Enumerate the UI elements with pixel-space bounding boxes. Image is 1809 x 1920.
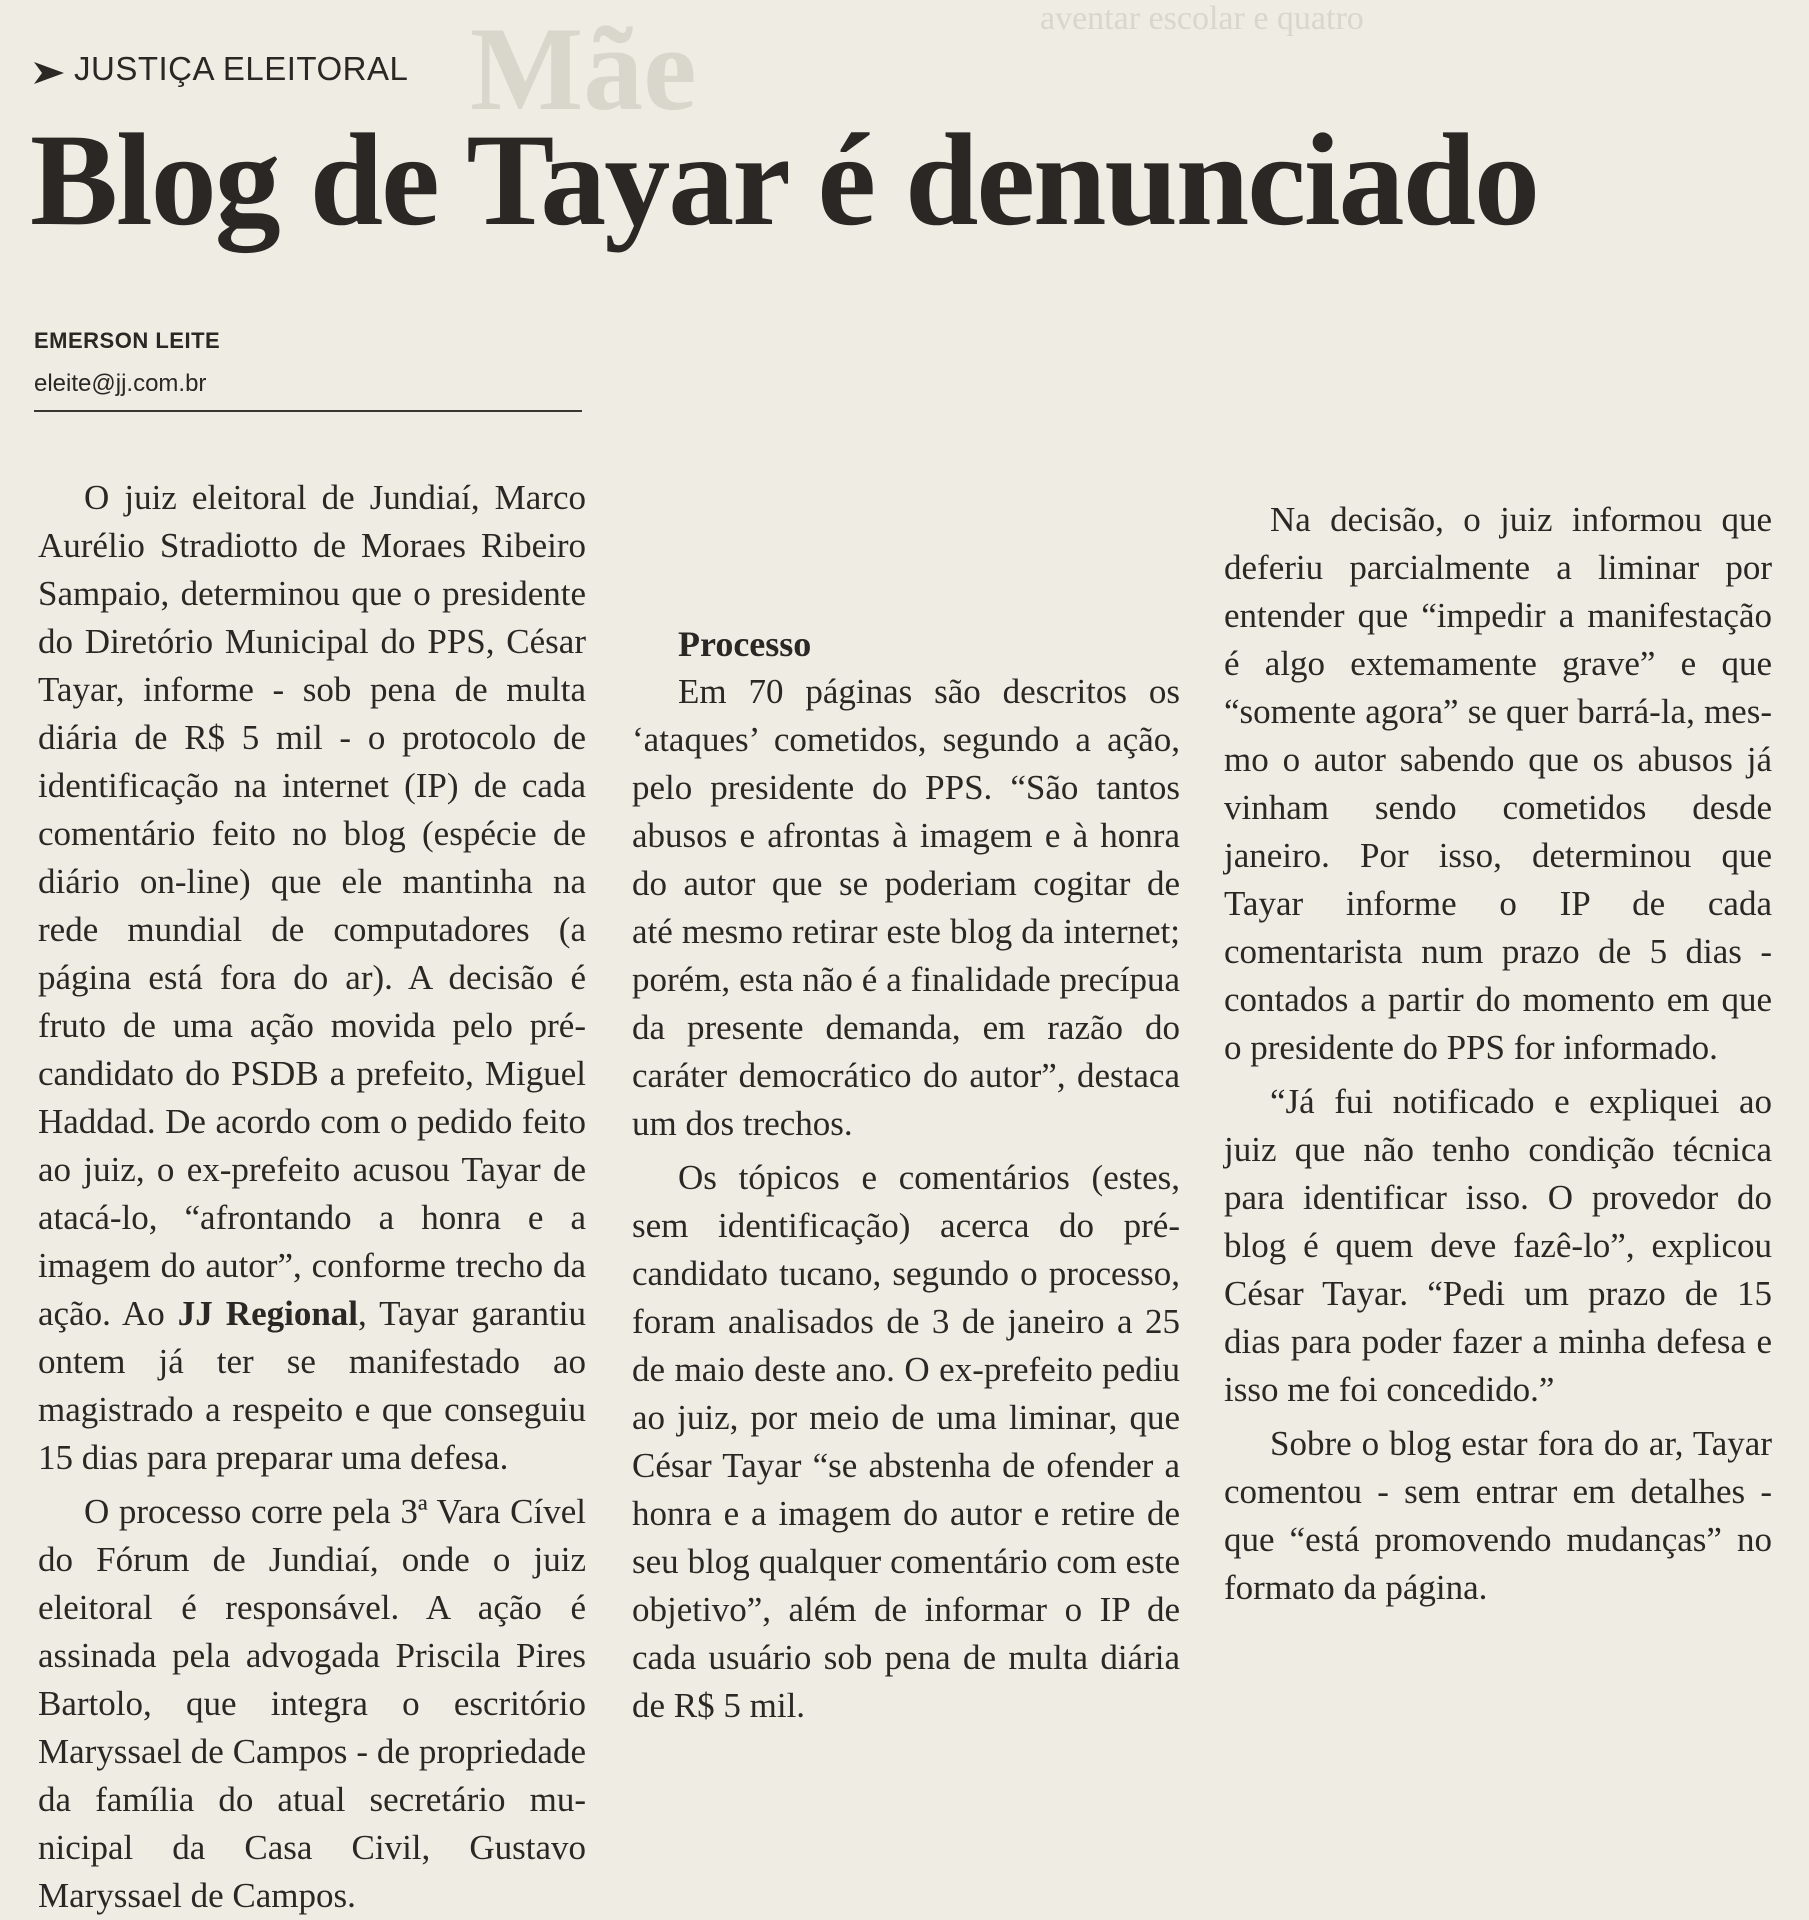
byline — [34, 328, 582, 412]
author-name: EMERSON LEITE — [34, 328, 221, 353]
section-kicker — [34, 50, 408, 88]
article-column-2 — [632, 342, 1180, 1730]
article-paragraph: Em 70 páginas são descritos os ‘ataques’ cometidos, segundo a ação, pelo presidente do PPS. “São tantos abusos e afrontas à imagem e à honra do autor que se poderiam cogitar de até mesmo retirar este blog da internet; porém, esta não é a finalidade precípua da presente demanda, em razão do caráter democrático do autor”, destaca um dos trechos. — [632, 672, 1180, 1143]
author-email: eleite@jj.com.br — [34, 370, 207, 397]
subheading: Processo — [678, 624, 812, 664]
byline-divider — [34, 410, 582, 412]
bleed-through-headline: Mãe — [470, 2, 697, 135]
article-paragraph: O juiz eleitoral de Jundiaí, Marco Aurélio Stradiotto de Moraes Ribeiro Sampaio, determinou que o presidente do Diretório Municipal do PPS, César Tayar, informe - sob pena de multa diária de R$ 5 mil - o protocolo de identificação na internet (IP) de cada comentário feito no blog (espécie de diário on-line) que ele mantinha na rede mundial de computadores (a página está fora do ar). A decisão é fruto de uma ação movida pelo pré-candidato do PSDB a prefeito, Miguel Haddad. De acordo com o pedido feito ao juiz, o ex-prefeito acusou Tayar de atacá-lo, “afrontando a honra e a imagem do autor”, conforme trecho da ação. Ao JJ Regional, Tayar garantiu ontem já ter se manifestado ao magistrado a respeito e que conseguiu 15 dias para preparar uma defesa. — [38, 478, 587, 1477]
article-paragraph: Sobre o blog estar fora do ar, Tayar comentou - sem entrar em detalhes - que “está promovendo mudanças” no formato da página. — [1224, 1424, 1772, 1607]
newspaper-name: JJ Regional — [177, 1294, 359, 1333]
arrow-right-icon — [34, 56, 64, 82]
headline: Blog de Tayar é denunciado — [30, 106, 1538, 253]
article-paragraph: Os tópicos e comentários (estes, sem identificação) acerca do pré-candidato tucano, segundo o processo, foram analisados de 3 de janeiro a 25 de maio deste ano. O ex-prefeito pediu ao juiz, por meio de uma liminar, que César Tayar “se abstenha de ofender a honra e a imagem do autor e retire de seu blog qualquer comentário com este objetivo”, além de informar o IP de cada usuário sob pena de multa diária de R$ 5 mil. — [632, 1158, 1180, 1725]
article-column-1 — [38, 474, 586, 1920]
article-paragraph: O processo corre pela 3ª Vara Cível do Fórum de Jundiaí, onde o juiz eleitoral é responsável. A ação é assinada pela advogada Priscila Pires Bartolo, que integra o escritório Maryssael de Campos - de propriedade da família do atual secretário municipal da Casa Civil, Gustavo Maryssael de Campos. — [38, 1492, 586, 1915]
bleed-through-text: aventar escolar e quatro — [1040, 0, 1364, 37]
article-column-3 — [1224, 342, 1772, 1612]
article-paragraph: Na decisão, o juiz informou que deferiu parcialmente a liminar por entender que “impedir a manifestação é algo extemamente grave” e que “somente agora” se quer barrá-la, mesmo o autor sabendo que os abusos já vinham sendo cometidos desde janeiro. Por isso, determinou que Tayar informe o IP de cada comentarista num prazo de 5 dias - contados a partir do momento em que o presidente do PPS for informado. — [1224, 500, 1772, 1067]
section-label: JUSTIÇA ELEITORAL — [74, 50, 409, 87]
article-paragraph: “Já fui notificado e expliquei ao juiz que não tenho condição técnica para identificar isso. O provedor do blog é quem deve fazê-lo”, explicou César Tayar. “Pedi um prazo de 15 dias para poder fazer a minha defesa e isso me foi concedido.” — [1224, 1082, 1772, 1409]
